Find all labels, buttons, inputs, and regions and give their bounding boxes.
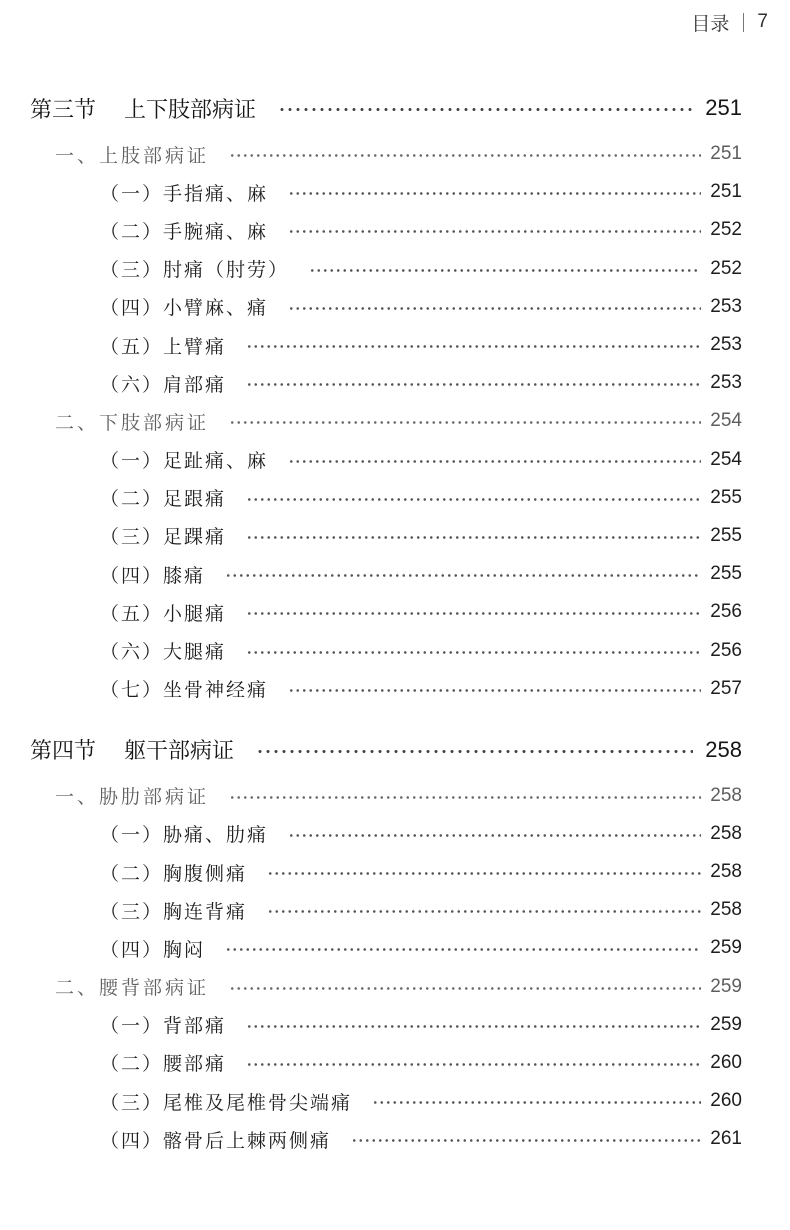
dot-leader (288, 459, 701, 464)
entry-title: 一、胁肋部病证 (55, 786, 210, 809)
entry-title: （四）髂骨后上棘两侧痛 (100, 1129, 332, 1152)
toc-entry-level-3 (30, 1044, 742, 1082)
dot-leader (246, 497, 701, 502)
running-header (691, 9, 768, 35)
toc-entry-level-3 (30, 1120, 742, 1158)
entry-title: （三）胸连背痛 (100, 900, 248, 923)
toc-entry-level-2 (30, 135, 742, 173)
entry-title: （四）膝痛 (100, 564, 206, 587)
dot-leader (225, 947, 701, 952)
toc-entry-level-3 (30, 853, 742, 891)
page-number: 252 (710, 219, 742, 241)
dot-leader (288, 688, 701, 693)
page-number: 258 (705, 736, 742, 762)
page-number: 251 (710, 143, 742, 165)
page-number: 259 (710, 1013, 742, 1035)
entry-title: （二）足跟痛 (100, 488, 227, 511)
toc-entry-level-3 (30, 1006, 742, 1044)
dot-leader (246, 650, 701, 655)
page-number: 255 (710, 524, 742, 546)
page-number: 256 (710, 639, 742, 661)
page-number: 259 (710, 937, 742, 959)
dot-leader (278, 107, 693, 112)
toc-entry-level-3 (30, 173, 742, 211)
dot-leader (288, 229, 701, 234)
entry-title: （六）大腿痛 (100, 641, 227, 664)
toc-entry-level-3 (30, 479, 742, 517)
entry-title: （七）坐骨神经痛 (100, 679, 269, 702)
entry-title: 躯干部病证 (124, 738, 235, 764)
dot-leader (256, 749, 693, 754)
toc-entry-level-3 (30, 1082, 742, 1120)
page-number: 258 (710, 822, 742, 844)
dot-leader (229, 420, 701, 425)
page-number: 253 (710, 334, 742, 356)
entry-title: （五）上臂痛 (100, 335, 227, 358)
entry-title: 二、腰背部病证 (55, 977, 210, 1000)
toc-entry-level-3 (30, 288, 742, 326)
dot-leader (246, 344, 701, 349)
toc-entry-level-3 (30, 250, 742, 288)
dot-leader (309, 268, 701, 273)
toc-entry-level-3 (30, 593, 742, 631)
toc-entry-level-3 (30, 555, 742, 593)
entry-title: （三）肘痛（肘劳） (100, 259, 290, 282)
dot-leader (246, 1062, 701, 1067)
page-number: 254 (710, 410, 742, 432)
toc-entry-level-2 (30, 777, 742, 815)
page-number: 256 (710, 601, 742, 623)
dot-leader (246, 535, 701, 540)
entry-title: （六）肩部痛 (100, 373, 227, 396)
toc-list (30, 89, 742, 1158)
toc-entry-level-2 (30, 968, 742, 1006)
dot-leader (246, 1024, 701, 1029)
dot-leader (229, 153, 701, 158)
dot-leader (288, 833, 701, 838)
entry-title: （三）尾椎及尾椎骨尖端痛 (100, 1091, 353, 1114)
entry-title: （五）小腿痛 (100, 602, 227, 625)
entry-title: 上下肢部病证 (124, 96, 257, 122)
toc-entry-level-3 (30, 670, 742, 708)
page-number: 260 (710, 1051, 742, 1073)
dot-leader (288, 306, 701, 311)
dot-leader (372, 1100, 701, 1105)
entry-title: （一）背部痛 (100, 1015, 227, 1038)
dot-leader (225, 573, 701, 578)
page-number: 259 (710, 975, 742, 997)
toc-entry-level-3 (30, 929, 742, 967)
entry-title: （二）手腕痛、麻 (100, 220, 269, 243)
toc-entry-level-1 (30, 731, 742, 769)
running-header-title: 目录 (691, 13, 730, 35)
dot-leader (229, 986, 701, 991)
toc-entry-level-3 (30, 211, 742, 249)
entry-title: （一）胁痛、肋痛 (100, 824, 269, 847)
toc-entry-level-3 (30, 891, 742, 929)
entry-title: 二、下肢部病证 (55, 411, 210, 434)
page-number: 258 (710, 784, 742, 806)
page-number: 258 (710, 899, 742, 921)
toc-entry-level-3 (30, 631, 742, 669)
toc-entry-level-1 (30, 89, 742, 127)
toc-entry-level-3 (30, 440, 742, 478)
toc-entry-level-3 (30, 517, 742, 555)
entry-title: （一）手指痛、麻 (100, 182, 269, 205)
page-number: 257 (710, 677, 742, 699)
toc-entry-level-3 (30, 326, 742, 364)
page-number: 260 (710, 1090, 742, 1112)
page-number: 258 (710, 861, 742, 883)
entry-title: （二）胸腹侧痛 (100, 862, 248, 885)
page-number: 261 (710, 1128, 742, 1150)
page-number: 251 (710, 181, 742, 203)
dot-leader (351, 1138, 701, 1143)
dot-leader (246, 382, 701, 387)
section-label: 第四节 (30, 738, 97, 764)
page-number: 253 (710, 295, 742, 317)
entry-title: 一、上肢部病证 (55, 144, 210, 167)
entry-title: （二）腰部痛 (100, 1053, 227, 1076)
page-number: 255 (710, 486, 742, 508)
entry-title: （三）足踝痛 (100, 526, 227, 549)
entry-title: （四）胸闷 (100, 938, 206, 961)
dot-leader (288, 191, 701, 196)
page-number: 255 (710, 563, 742, 585)
page-number: 253 (710, 372, 742, 394)
page-number: 254 (710, 448, 742, 470)
entry-title: （一）足趾痛、麻 (100, 450, 269, 473)
toc-entry-level-2 (30, 402, 742, 440)
page-number: 252 (710, 257, 742, 279)
section-label: 第三节 (30, 96, 97, 122)
entry-title: （四）小臂麻、痛 (100, 297, 269, 320)
header-divider (743, 13, 744, 32)
running-header-page-number: 7 (757, 11, 768, 32)
dot-leader (267, 871, 701, 876)
dot-leader (246, 611, 701, 616)
toc-entry-level-3 (30, 815, 742, 853)
dot-leader (267, 909, 701, 914)
page-number: 251 (705, 95, 742, 121)
dot-leader (229, 795, 701, 800)
toc-entry-level-3 (30, 364, 742, 402)
